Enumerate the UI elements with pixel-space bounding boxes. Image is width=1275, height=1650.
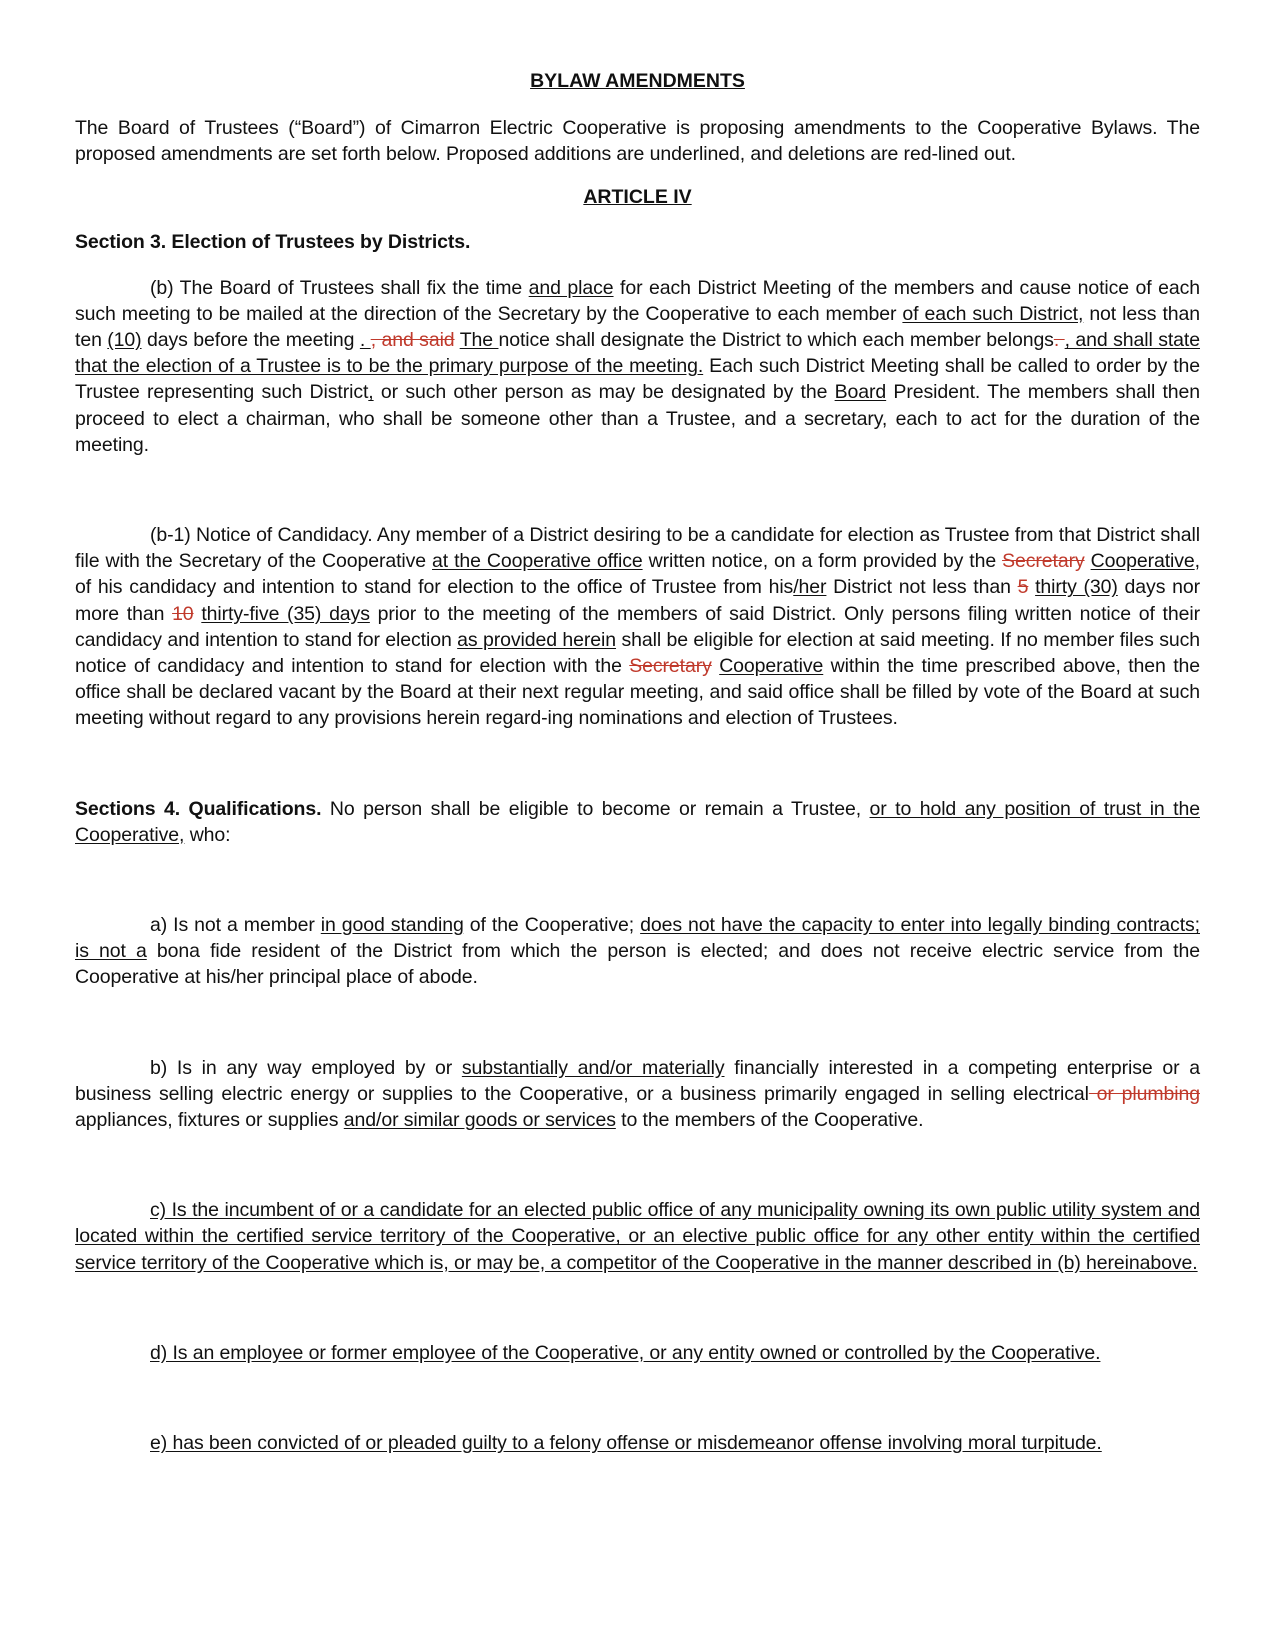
text-run: (b) The Board of Trustees shall fix the time (150, 276, 529, 299)
qualification-item-d (75, 1340, 1200, 1366)
paragraph-b (75, 275, 1200, 458)
addition-text: at the Cooperative office (432, 550, 643, 573)
text-run: not less than ten (75, 302, 1200, 352)
deletion-text: or plumbing (1088, 1082, 1200, 1105)
intro-paragraph (75, 115, 1200, 167)
addition-text: thirty-five (35) days (201, 602, 370, 625)
text-run: No person shall be eligible to become or remain a Trustee, (321, 797, 870, 820)
text-run: or such other person as may be designated by the (373, 381, 835, 404)
text-run: District not less than (826, 576, 1018, 599)
paragraph-b1 (75, 522, 1200, 732)
addition-text: Cooperative (719, 655, 824, 678)
bold-text: Sections 4. Qualifications. (75, 797, 322, 820)
addition-text: does not have the capacity to enter into legally binding contracts; is not a (75, 914, 1200, 963)
text-run: who: (184, 823, 231, 846)
section-3-title-text: Section 3. Election of Trustees by Districts. (75, 231, 471, 254)
qualification-item-c (75, 1197, 1200, 1276)
text-run: (b-1) Notice of Candidacy. Any member of a District desiring to be a candidate for election as Trustee from that District shall file with the Secretary of the Cooperative (75, 524, 1200, 573)
addition-text: /her (793, 576, 827, 599)
deletion-text: . (1053, 329, 1065, 352)
qualification-item-b (75, 1055, 1200, 1134)
deletion-text: Secretary (1002, 550, 1085, 573)
text-run: b) Is in any way employed by or (150, 1056, 462, 1079)
addition-text: and/or similar goods or services (343, 1109, 616, 1132)
text-run: bona fide resident of the District from which the person is elected; and does not receive electric service from the Cooperative at his/her principal place of abode. (75, 940, 1200, 989)
section-4-paragraph (75, 796, 1200, 848)
addition-text: and place (528, 276, 614, 299)
article-heading: ARTICLE IV (583, 186, 692, 209)
addition-text: , (368, 381, 374, 404)
text-run: days before the meeting (141, 329, 360, 352)
document-title: BYLAW AMENDMENTS (530, 70, 745, 92)
text-run: financially interested in a competing enterprise or a business selling electric energy or supplies to the Cooperative, or a business primarily engaged in selling electrical (75, 1056, 1201, 1105)
text-run: to the members of the Cooperative. (615, 1109, 924, 1132)
text-run: written notice, on a form provided by the (642, 550, 1003, 573)
deletion-text: , and said (370, 329, 455, 352)
text-run: days nor more than (75, 576, 1200, 625)
addition-text: substantially and/or materially (461, 1056, 725, 1079)
addition-text: Board (834, 381, 887, 404)
addition-text: . (359, 329, 371, 352)
addition-text: as provided herein (457, 628, 617, 651)
addition-text: in good standing (320, 914, 464, 937)
text-run: appliances, fixtures or supplies (75, 1109, 344, 1132)
deletion-text: 10 (172, 602, 194, 625)
deletion-text: Secretary (629, 655, 712, 678)
deletion-text: 5 (1017, 576, 1029, 599)
text-run: The Board of Trustees (“Board”) of Cimarron Electric Cooperative is proposing amendments to the Cooperative Bylaws. The proposed amendments are set forth below. Proposed additions are underlined, and deletions are red-lined out. (75, 117, 1200, 166)
addition-text: c) Is the incumbent of or a candidate for an elected public office of any municipality owning its own public utility system and located within the certified service territory of the Cooperative, or an elective public office for any other entity within the certified service territory of the Cooperative which is, or may be, a competitor of the Cooperative in the manner described in (b) hereinabove. (75, 1199, 1200, 1274)
text-run: President. The members shall then proceed to elect a chairman, who shall be someone other than a Trustee, and a secretary, each to act for the duration of the meeting. (75, 381, 1201, 456)
addition-text: , and shall state that the election of a Trustee is to be the primary purpose of the meeting. (75, 329, 1200, 378)
document-page (75, 68, 1200, 1456)
section-3-title (75, 229, 1200, 255)
text-run: prior to the meeting of the members of said District. Only persons filing written notice of their candidacy and intention to stand for election (75, 602, 1200, 651)
text-run: for each District Meeting of the members and cause notice of each such meeting to be mailed at the direction of the Secretary by the Cooperative to each member (75, 276, 1200, 325)
addition-text: or to hold any position of trust in the Cooperative, (75, 797, 1200, 846)
addition-text: of each such District, (902, 302, 1084, 325)
addition-text: Cooperative (1090, 550, 1195, 573)
addition-text: e) has been convicted of or pleaded guilty to a felony offense or misdemeanor offense involving moral turpitude. (150, 1432, 1102, 1455)
text-run: Each such District Meeting shall be called to order by the Trustee representing such District (75, 355, 1201, 404)
addition-text: d) Is an employee or former employee of the Cooperative, or any entity owned or controlled by the Cooperative. (150, 1341, 1101, 1364)
text-run: a) Is not a member (150, 914, 321, 937)
addition-text: The (459, 329, 499, 352)
qualification-item-e (75, 1430, 1200, 1456)
text-run: of the Cooperative; (463, 914, 641, 937)
text-run: , of his candidacy and intention to stand for election to the office of Trustee from his (75, 550, 1200, 599)
text-run: within the time prescribed above, then the office shall be declared vacant by the Board at their next regular meeting, and said office shall be filled by vote of the Board at such meeting without regard to any provisions herein regard-ing nominations and election of Trustees. (75, 655, 1200, 730)
addition-text: (10) (107, 329, 142, 352)
text-run: shall be eligible for election at said meeting. If no member files such notice of candidacy and intention to stand for election with the (75, 628, 1200, 678)
text-run: notice shall designate the District to which each member belongs (498, 329, 1054, 352)
addition-text: thirty (30) (1035, 576, 1118, 599)
qualification-item-a (75, 912, 1200, 991)
